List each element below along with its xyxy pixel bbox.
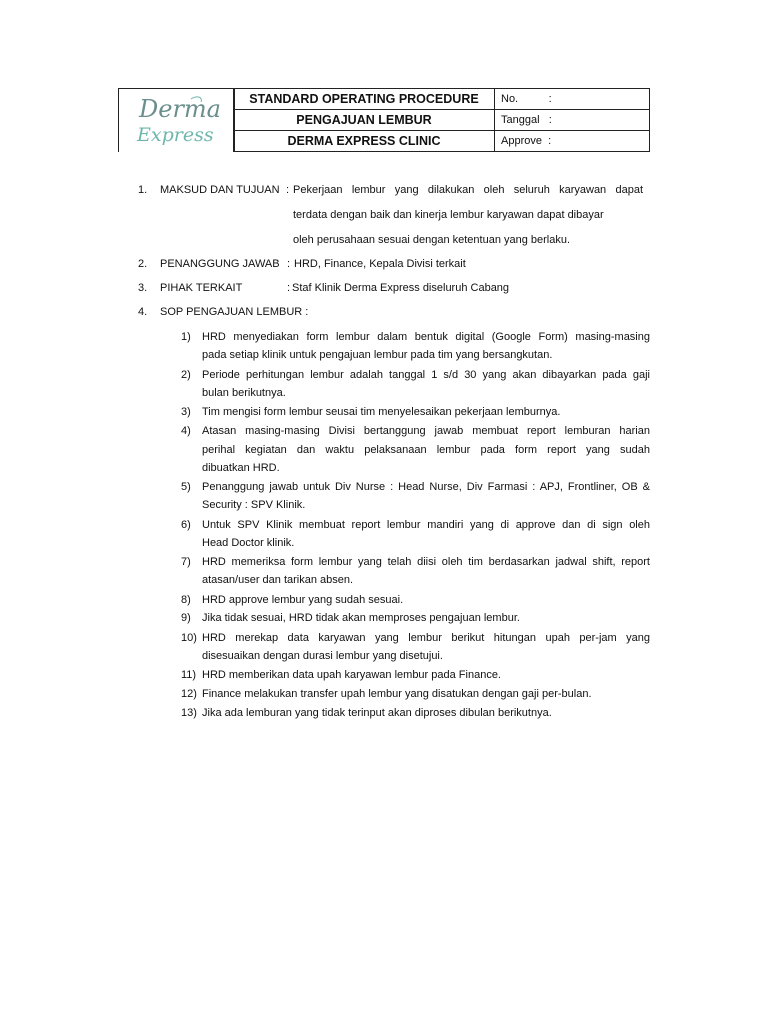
step-number: 7) bbox=[181, 556, 191, 568]
step-number: 5) bbox=[181, 481, 191, 493]
header-row-2 bbox=[234, 110, 650, 131]
step-text-line: HRD memeriksa form lembur yang telah diisi oleh tim berdasarkan jadwal shift, report bbox=[202, 556, 650, 568]
step-number: 13) bbox=[181, 707, 197, 719]
section-label-sop: SOP PENGAJUAN LEMBUR : bbox=[160, 306, 309, 318]
step-text-line: Jika tidak sesuai, HRD tidak akan memproses pengajuan lembur. bbox=[202, 612, 520, 624]
step-text-line: atasan/user dan tarikan absen. bbox=[202, 574, 354, 586]
section-separator: : bbox=[287, 282, 291, 294]
section-number: 3. bbox=[138, 282, 148, 294]
step-number: 6) bbox=[181, 519, 191, 531]
step-number: 2) bbox=[181, 369, 191, 381]
logo-word-express: Express bbox=[137, 124, 214, 146]
step-number: 4) bbox=[181, 425, 191, 437]
header-row-1 bbox=[234, 89, 650, 110]
step-text-line: Untuk SPV Klinik membuat report lembur mandiri yang di approve dan di sign oleh bbox=[202, 519, 650, 531]
step-number: 12) bbox=[181, 688, 197, 700]
step-text-line: Tim mengisi form lembur seusai tim menyelesaikan pekerjaan lemburnya. bbox=[202, 406, 561, 418]
step-text-line: HRD approve lembur yang sudah sesuai. bbox=[202, 594, 404, 606]
section-text-line: Pekerjaan lembur yang dilakukan oleh seluruh karyawan dapat bbox=[293, 184, 643, 196]
header-meta-no: No. : bbox=[501, 93, 552, 105]
step-text-line: Atasan masing-masing Divisi bertanggung jawab membuat report lemburan harian bbox=[202, 425, 650, 437]
header-cells bbox=[234, 88, 650, 152]
section-label-maksud: MAKSUD DAN TUJUAN bbox=[160, 184, 280, 196]
step-number: 9) bbox=[181, 612, 191, 624]
section-number: 4. bbox=[138, 306, 148, 318]
header-meta-approve: Approve : bbox=[501, 135, 552, 147]
logo-word-derma: Derma bbox=[139, 95, 221, 123]
logo-cell bbox=[118, 88, 234, 152]
header-title: STANDARD OPERATING PROCEDURE bbox=[249, 92, 479, 106]
step-number: 3) bbox=[181, 406, 191, 418]
section-text: HRD, Finance, Kepala Divisi terkait bbox=[294, 258, 466, 270]
step-text-line: Jika ada lemburan yang tidak terinput akan diproses dibulan berikutnya. bbox=[202, 707, 552, 719]
step-number: 11) bbox=[181, 669, 197, 681]
section-text-line: oleh perusahaan sesuai dengan ketentuan yang berlaku. bbox=[293, 234, 571, 246]
step-text-line: Penanggung jawab untuk Div Nurse : Head Nurse, Div Farmasi : APJ, Frontliner, OB & bbox=[202, 481, 650, 493]
section-separator: : bbox=[287, 258, 291, 270]
step-number: 8) bbox=[181, 594, 191, 606]
step-text-line: HRD merekap data karyawan yang lembur berikut hitungan upah per-jam yang bbox=[202, 632, 650, 644]
section-label-pihak-terkait: PIHAK TERKAIT bbox=[160, 282, 243, 294]
section-text-line: terdata dengan baik dan kinerja lembur karyawan dapat dibayar bbox=[293, 209, 604, 221]
section-label-penanggung-jawab: PENANGGUNG JAWAB bbox=[160, 258, 280, 270]
header-meta-tanggal: Tanggal : bbox=[501, 114, 552, 126]
step-text-line: dibuatkan HRD. bbox=[202, 462, 280, 474]
section-number: 2. bbox=[138, 258, 148, 270]
step-number: 10) bbox=[181, 632, 197, 644]
step-text-line: disesuaikan dengan durasi lembur yang disetujui. bbox=[202, 650, 443, 662]
sop-header-table bbox=[118, 88, 650, 152]
header-subtitle: PENGAJUAN LEMBUR bbox=[296, 113, 432, 127]
section-separator: : bbox=[286, 184, 290, 196]
header-row-3 bbox=[234, 131, 650, 152]
step-text-line: bulan berikutnya. bbox=[202, 387, 286, 399]
step-text-line: HRD menyediakan form lembur dalam bentuk digital (Google Form) masing-masing bbox=[202, 331, 650, 343]
step-text-line: pada setiap klinik untuk pengajuan lembur pada tim yang bersangkutan. bbox=[202, 349, 553, 361]
step-text-line: Periode perhitungan lembur adalah tanggal 1 s/d 30 yang akan dibayarkan pada gaji bbox=[202, 369, 650, 381]
step-text-line: Security : SPV Klinik. bbox=[202, 499, 306, 511]
step-text-line: perihal kegiatan dan waktu pelaksanaan lembur pada form report yang sudah bbox=[202, 444, 650, 456]
header-clinic-name: DERMA EXPRESS CLINIC bbox=[287, 134, 441, 148]
step-text-line: HRD memberikan data upah karyawan lembur pada Finance. bbox=[202, 669, 501, 681]
section-text: Staf Klinik Derma Express diseluruh Cabang bbox=[292, 282, 510, 294]
step-number: 1) bbox=[181, 331, 191, 343]
section-number: 1. bbox=[138, 184, 148, 196]
derma-express-logo bbox=[133, 93, 225, 149]
step-text-line: Finance melakukan transfer upah lembur yang disatukan dengan gaji per-bulan. bbox=[202, 688, 592, 700]
step-text-line: Head Doctor klinik. bbox=[202, 537, 295, 549]
